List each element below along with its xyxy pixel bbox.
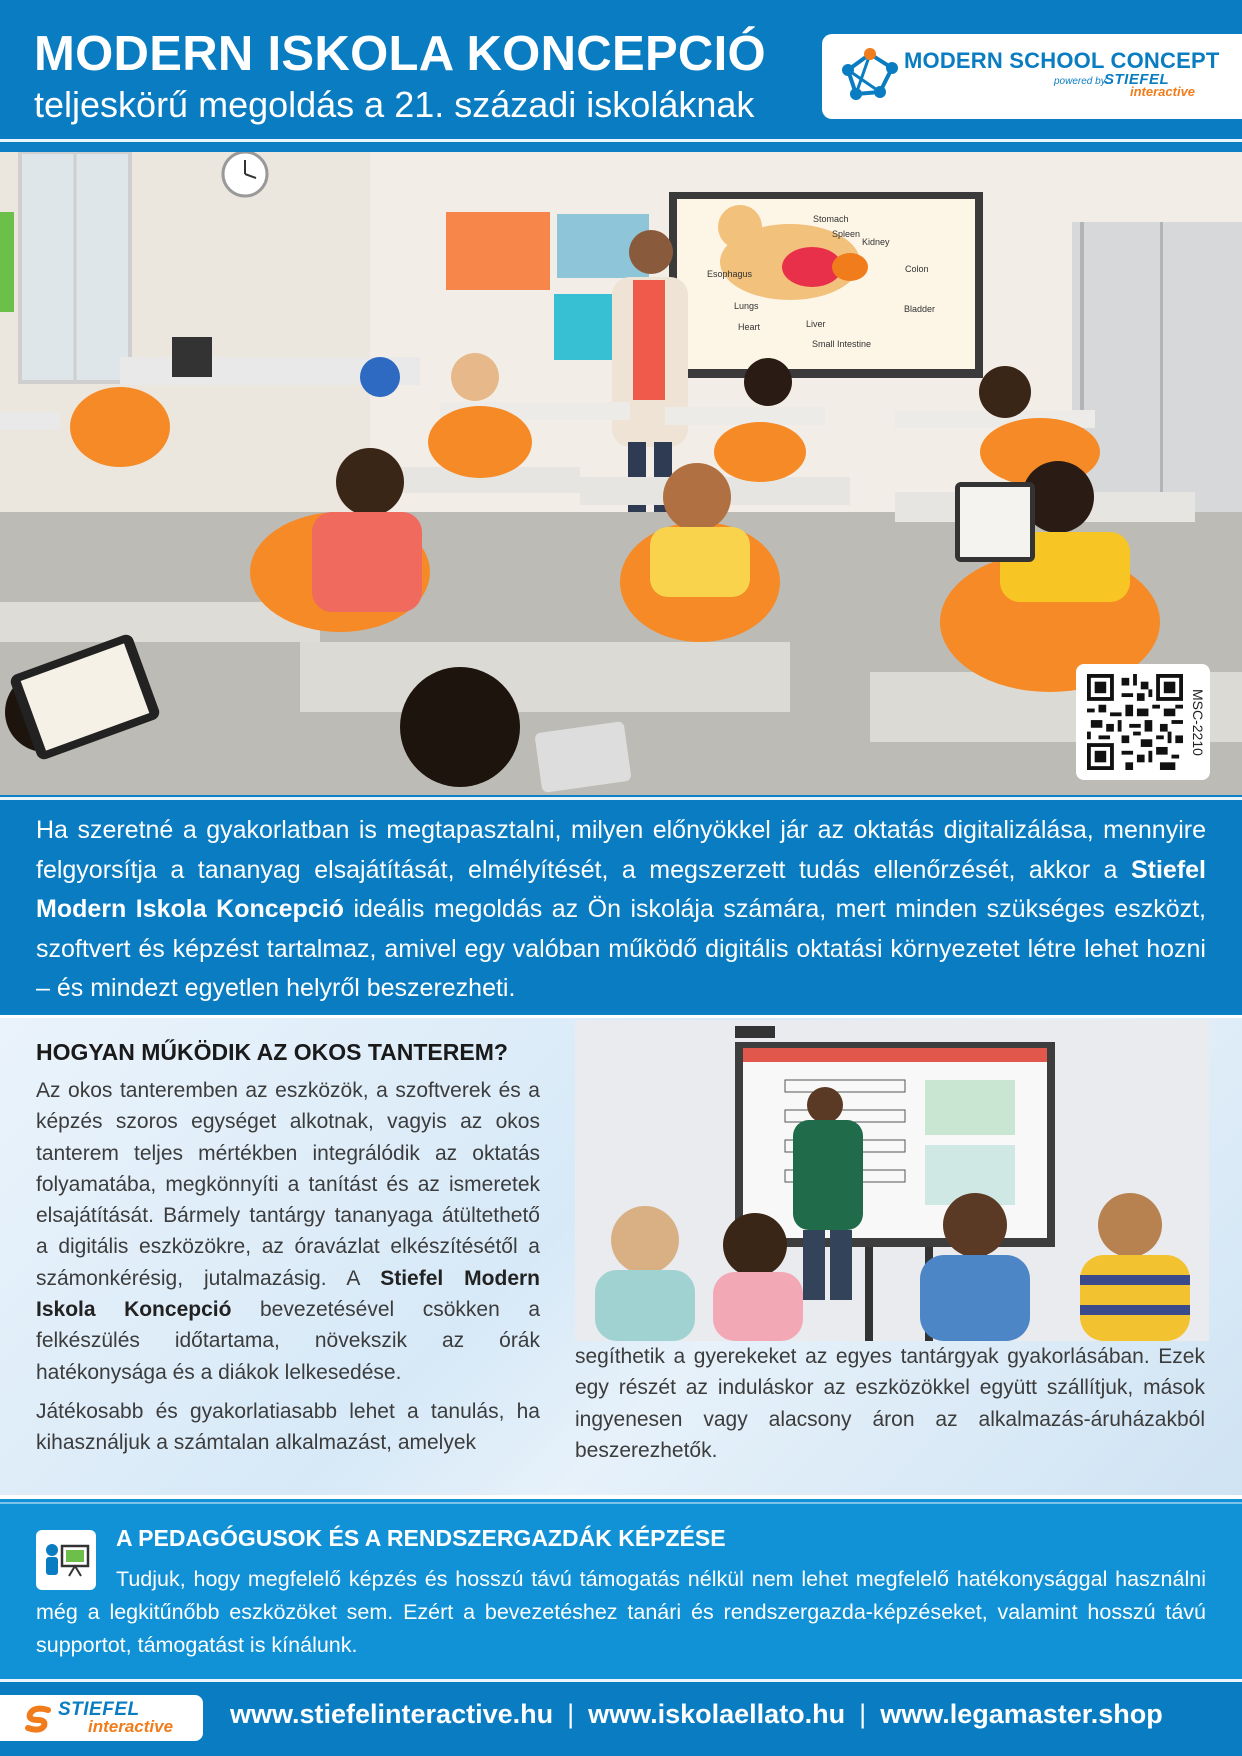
section-heading: HOGYAN MŰKÖDIK AZ OKOS TANTEREM? — [36, 1039, 508, 1065]
section-right-column: segíthetik a gyerekeket az egyes tantárgyak gyakorlásában. Ezek egy részét az induláskor az eszközökkel együtt szállítjuk, mások ingyenesen vagy alacsony áron az alkalmazás-áruházakból beszerezhetők. — [575, 1345, 1205, 1462]
board-label-lungs: Lungs — [734, 301, 759, 311]
smart-classroom-section — [0, 1015, 1242, 1499]
training-section — [0, 1499, 1242, 1679]
modern-school-concept-logo — [822, 34, 1242, 119]
training-heading: A PEDAGÓGUSOK ÉS A RENDSZERGAZDÁK KÉPZÉSE — [116, 1525, 726, 1551]
footer-logo-stiefel: STIEFEL — [58, 1699, 140, 1720]
training-divider — [0, 1502, 1242, 1504]
intro-paragraph — [36, 811, 1206, 1009]
section-left-column — [36, 1075, 540, 1459]
footer-link-legamaster[interactable]: www.legamaster.shop — [880, 1699, 1163, 1729]
board-label-spleen: Spleen — [832, 229, 861, 239]
footer-links — [230, 1699, 1163, 1730]
section-divider-top — [0, 1015, 1242, 1018]
footer-link-iskolaellato[interactable]: www.iskolaellato.hu — [588, 1699, 846, 1729]
section-p1-bold: Stiefel Modern Iskola Koncepció — [36, 1266, 540, 1322]
board-label-liver: Liver — [806, 319, 826, 329]
board-label-stomach: Stomach — [813, 214, 849, 224]
board-label-colon: Colon — [905, 264, 929, 274]
header-divider — [0, 139, 1242, 142]
section-p1-text-a: Az okos tanteremben az eszközök, a szoftverek és a képzés szoros egységet alkotnak, vagyis az okos tanterem teljes mértékben integrálódik az oktatás folyamatába, megkönnyíti a tanítást és az ismeretek elsajátítását. Bármely tantárgy tananyaga átültethető a digitális eszközökre, az óravázlat elkészítésétől a számonkérésig, jutalmazásig. A — [36, 1079, 540, 1290]
footer-separator: | — [859, 1699, 867, 1729]
stiefel-s-icon — [24, 1704, 54, 1734]
section-p1-text-b: bevezetésével csökken a felkészülés időtartama, növekszik az órák hatékonysága és a diákok lelkesedése. — [36, 1298, 540, 1384]
training-text: Tudjuk, hogy megfelelő képzés és hosszú távú támogatás nélkül nem lehet megfelelő hatékonysággal használni még a legkitűnőbb eszközöket sem. Ezért a bevezetéshez tanári és rendszergazda-képzéseket, valamint hosszú távú supportot, támogatást is kínálunk. — [36, 1567, 1206, 1657]
interactive-board-photo — [575, 1020, 1209, 1341]
section-paragraph-2: Játékosabb és gyakorlatiasabb lehet a tanulás, ha kihasználjuk a számtalan alkalmazást, amelyek — [36, 1399, 540, 1455]
board-label-bladder: Bladder — [904, 304, 936, 314]
logo-stiefel: STIEFEL — [1104, 71, 1170, 88]
qr-code-card[interactable] — [1076, 664, 1210, 780]
footer-logo-interactive: interactive — [88, 1717, 174, 1736]
section-paragraph-1 — [36, 1075, 540, 1388]
intro-text-2: ideális megoldás az Ön iskolája számára, mert minden szükséges eszközt, szoftvert és képzést tartalmaz, amivel egy valóban működő digitális oktatási környezetet létre lehet hozni – és mindezt egyetlen helyről beszerezheti. — [36, 895, 1206, 1002]
footer-link-stiefelinteractive[interactable]: www.stiefelinteractive.hu — [230, 1699, 554, 1729]
page-footer — [0, 1679, 1242, 1756]
logo-powered-by: powered by — [1054, 76, 1106, 87]
stiefel-interactive-logo — [0, 1695, 203, 1741]
intro-highlight: Stiefel Modern Iskola Koncepció — [36, 855, 1206, 923]
qr-code-icon — [1086, 674, 1184, 770]
logo-brand-text: MODERN SCHOOL CONCEPT — [904, 48, 1220, 73]
intro-divider — [0, 797, 1242, 800]
board-label-small-intestine: Small Intestine — [812, 339, 872, 349]
board-label-heart: Heart — [738, 322, 761, 332]
classroom-photo — [0, 152, 1242, 795]
board-label-kidney: Kidney — [862, 237, 890, 247]
intro-text-1: Ha szeretné a gyakorlatban is megtapasztalni, milyen előnyökkel jár az oktatás digitalizálása, mennyire felgyorsítja a tananyag elsajátítását, elmélyítését, a megszerzett tudás ellenőrzését, akkor a — [36, 816, 1206, 884]
footer-divider — [0, 1679, 1242, 1682]
page-header — [0, 0, 1242, 143]
intro-section — [0, 797, 1242, 1012]
qr-code-label: MSC-2210 — [1190, 688, 1206, 756]
training-paragraph — [36, 1563, 1206, 1662]
page-title: MODERN ISKOLA KONCEPCIÓ — [34, 27, 766, 81]
network-logo-icon — [836, 44, 900, 108]
board-label-esophagus: Esophagus — [707, 269, 753, 279]
footer-separator: | — [567, 1699, 575, 1729]
page-subtitle: teljeskörű megoldás a 21. századi iskoláknak — [34, 84, 755, 125]
logo-interactive: interactive — [1130, 84, 1196, 99]
